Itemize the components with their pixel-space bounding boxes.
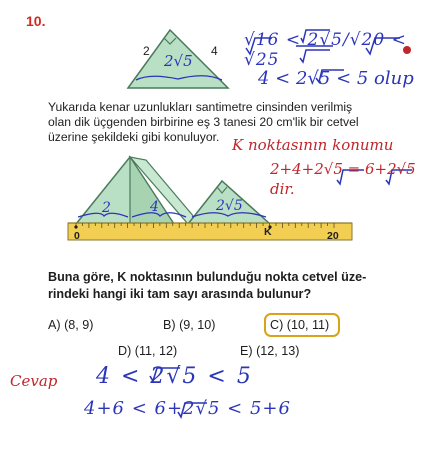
hand-answer-label: Cevap — [10, 372, 58, 390]
option-b[interactable]: B) (9, 10) — [163, 318, 216, 332]
hand-compare-top: √16 < 2√5/√20 < √25 — [244, 30, 407, 70]
triangle-side-left: 2 — [143, 44, 150, 58]
option-e[interactable]: E) (12, 13) — [240, 344, 300, 358]
option-c[interactable]: C) (10, 11) — [270, 318, 330, 332]
option-d[interactable]: D) (11, 12) — [118, 344, 178, 358]
stem-line-1: Yukarıda kenar uzunlukları santimetre cinsinden verilmiş — [48, 100, 353, 114]
hand-result-top: 4 < 2√5 < 5 olup — [258, 68, 414, 89]
option-a[interactable]: A) (8, 9) — [48, 318, 94, 332]
stem-line-2: olan dik üçgenden birbirine eş 3 tanesi 20 cm'lik bir cetvel — [48, 115, 359, 129]
triangle-hypotenuse-note: 2√5 — [164, 52, 193, 70]
stem-line-3: üzerine şekildeki gibi konuluyor. — [48, 130, 220, 144]
hand-k-label: K noktasının konumu — [232, 136, 394, 154]
hand-answer-line-1: 4 < 2√5 < 5 — [96, 364, 253, 389]
prompt-line-1: Buna göre, K noktasının bulunduğu nokta cetvel üze- — [48, 270, 367, 284]
ruler-label-end: 20 — [327, 230, 339, 242]
prompt-line-2: rindeki hangi iki tam sayı arasında bulunur? — [48, 287, 312, 301]
triangle-side-right: 4 — [211, 44, 218, 58]
hand-answer-line-2: 4+6 < 6+2√5 < 5+6 — [84, 398, 291, 419]
ruler-label-k: K — [264, 226, 272, 238]
ruler-note-4: 4 — [150, 199, 159, 215]
ruler-note-2: 2 — [102, 200, 111, 216]
ruler-note-2r5: 2√5 — [216, 198, 243, 214]
question-number: 10. — [26, 13, 46, 29]
hand-sum-line: 2+4+2√5 = 6+2√5 — [270, 160, 416, 178]
ruler — [68, 223, 352, 240]
hand-sum-tail: dir. — [270, 180, 295, 198]
ruler-label-start: 0 — [74, 230, 80, 242]
